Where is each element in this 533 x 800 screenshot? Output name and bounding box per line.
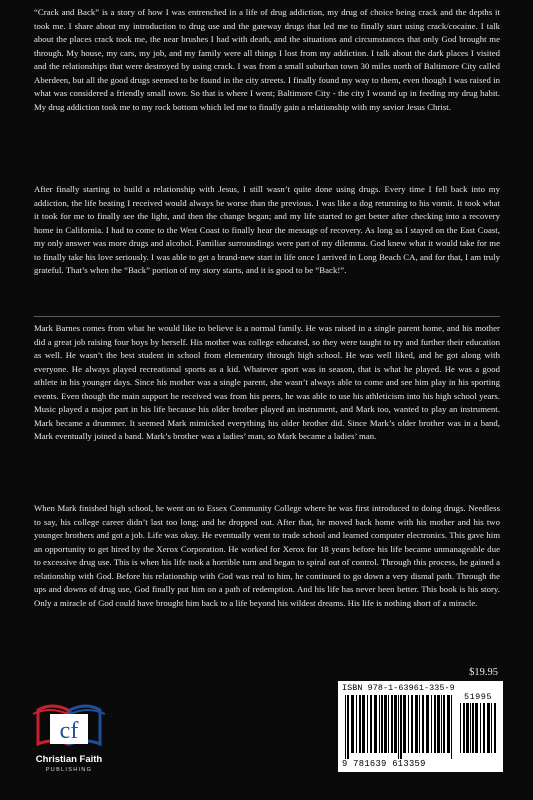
ean-barcode [344, 695, 454, 759]
addon-barcode [459, 703, 499, 759]
author-bio-paragraph-1: Mark Barnes comes from what he would like to believe is a normal family. He was raised in a single parent home, and his mother did a great job raising four boys by herself. His mother was college educated, so they were taught to try and further their education as well. He wasn’t the best student in school from elementary through high school. He was well liked, and he got along with everyone. He always played recreational sports as a kid. Whatever sport was in season, that is what he played. He was a good athlete in his younger days. Since his mother was a single parent, she wasn’t always able to come and see him play in his sporting events. Even though the main support he received was from his peers, he was able to use his athleticism into his high school years. Music played a major part in his life because his older brother played an instrument, and Mark too, wanted to play an instrument. Mark became a drummer. It seemed Mark mimicked everything his older brother did. Since Mark’s older brother was in a band, Mark eventually joined a band. Mark’s brother was a ladies’ man, so Mark became a ladies’ man. [34, 323, 500, 441]
price-label: $19.95 [469, 667, 498, 678]
publisher-logo [28, 692, 110, 787]
addon-digits: 51995 [463, 692, 492, 702]
ean-digits: 9 781639 613359 [342, 759, 426, 769]
isbn-label: ISBN 978-1-63961-335-9 [342, 683, 455, 693]
author-bio-paragraph-2: When Mark finished high school, he went on to Essex Community College where he was first introduced to doing drugs. Needless to say, his college career didn’t last too long; and he dropped out. After that, he moved back home with his mother and his two younger brothers and got a job. Life was okay. He eventually went to trade school and learned computer electronics. This gave him an opportunity to get hired by the Xerox Corporation. He worked for Xerox for 18 years before his life became unmanageable due to excessive drug use. This is when his life took a horrible turn and began to spiral out of control. Through this process, he gained a relationship with God. Before his relationship with God was real to him, he continued to go down a very dismal path. Through the ups and downs of drug use, God finally put him on a path of redemption. And his life has never been better. This book is his story. Only a miracle of God could have brought him back to a life beyond his wildest dreams. His life is nothing short of a miracle. [34, 503, 500, 608]
open-book-icon [28, 692, 110, 752]
description-paragraph-2: After finally starting to build a relationship with Jesus, I still wasn’t quite done using drugs. Every time I fell back into my addiction, the life beating I received would always be worse than the previous. I was like a dog returning to his vomit. It took what it took for me to finally see the light, and then the change began; and my life started to get better after checking into a recovery home in California. I had to come to the West Coast to finally hear the message of recovery. As long as I stayed on the East Coast, my only answer was more drugs and alcohol. Familiar surroundings were part of my dilemma. God knew what it would take for me to finally take his love seriously. I was able to get a brand-new start in life once I arrived in Long Beach CA, and for that, I am truly grateful. That’s when the “Back” portion of my story starts, and it is good to be “Back!”. [34, 184, 500, 275]
publisher-subtitle: PUBLISHING [45, 767, 93, 773]
publisher-name: Christian Faith [35, 754, 103, 765]
barcode-box [338, 681, 503, 772]
section-divider [34, 316, 500, 317]
description-paragraph-1: “Crack and Back” is a story of how I was entrenched in a life of drug addiction, my drug of choice being crack and the depths it took me. I share about my introduction to drug use and the gateway drugs that led me to finally start using crack/cocaine. I talk about the places crack took me, the near brushes I had with death, and the situations and circumstances that only God brought me through. My house, my cars, my job, and my family were all things I lost from my addiction. I talk about the dark places I visited and the relationships that were destroyed by using crack. I was from a small suburban town 30 miles north of Baltimore City called Aberdeen, but all the good drugs seemed to be found in the city streets. I finally found my way to them, even though I was raised in what was considered a friendly small town. So that is where I went; Baltimore City - the city I wound up in feeding my drug habit. My drug addiction took me to my rock bottom which led me to finally gain a relationship with my savior Jesus Christ. [34, 7, 500, 112]
logo-letters: cf [59, 718, 79, 744]
